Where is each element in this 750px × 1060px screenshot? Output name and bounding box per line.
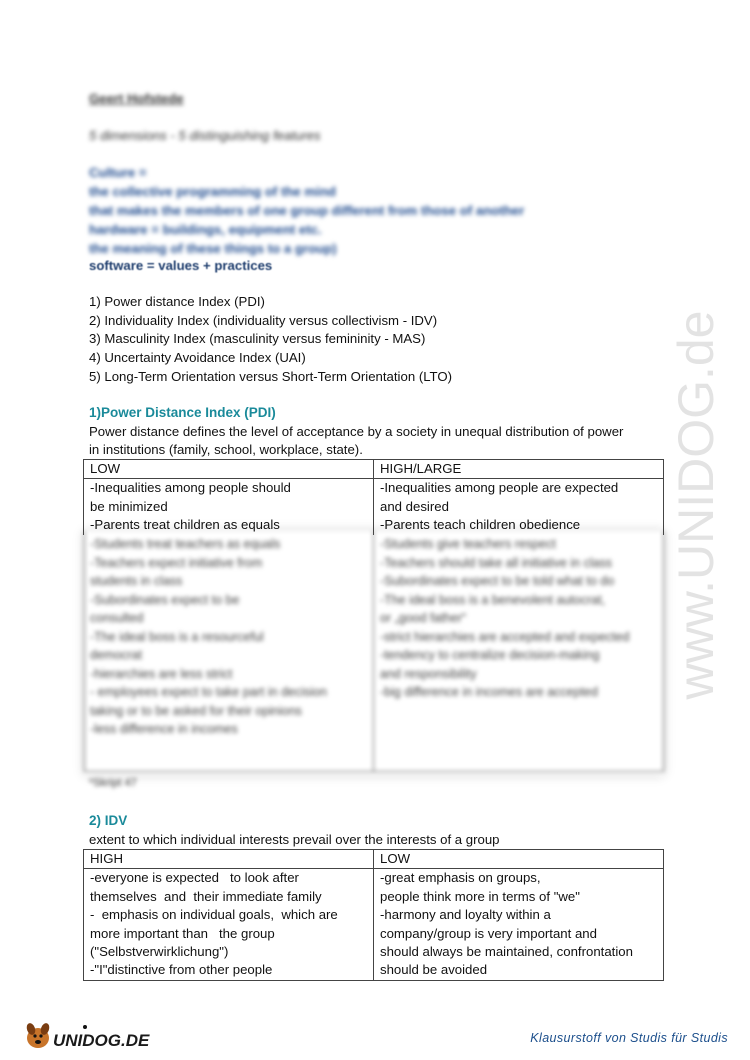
watermark [655, 270, 745, 740]
table-header-cell: HIGH/LARGE [374, 460, 664, 479]
cell-line: -less difference in incomes [90, 722, 238, 736]
culture-line: Culture = [89, 165, 147, 180]
cell-line: -everyone is expected to look after [90, 870, 299, 886]
cell-line: company/group is very important and [380, 925, 597, 941]
culture-line: that makes the members of one group different from those of another [89, 203, 525, 218]
table-row [84, 869, 664, 980]
cell-line: -Teachers expect initiative from [90, 555, 263, 570]
cell-line: -Parents treat children as equals [90, 517, 280, 533]
cell-line: ("Selbstverwirklichung") [90, 944, 229, 960]
culture-line: hardware = buildings, equipment etc. [89, 222, 322, 237]
dimension-item: 3) Masculinity Index (masculinity versus femininity - MAS) [89, 331, 426, 346]
cell-line: -"I"distinctive from other people [90, 962, 273, 978]
dog-icon [22, 1016, 157, 1052]
dimension-item: 2) Individuality Index (individuality versus collectivism - IDV) [89, 313, 438, 328]
cell-line: -Students give teachers respect [380, 537, 556, 551]
footer-tagline: Klausurstoff von Studis für Studis [530, 1031, 728, 1045]
culture-line: the collective programming of the mind [89, 184, 336, 199]
cell-line: -Inequalities among people should [90, 480, 291, 496]
dimension-item: 5) Long-Term Orientation versus Short-Term Orientation (LTO) [89, 369, 453, 384]
idv-heading: 2) IDV [89, 813, 128, 828]
table-header-cell: LOW [374, 850, 664, 869]
cell-line: -harmony and loyalty within a [380, 907, 551, 923]
cell-line: - emphasis on individual goals, which are [90, 907, 338, 923]
pdi-description: in institutions (family, school, workplace, state). [89, 442, 363, 457]
dimension-item: 4) Uncertainty Avoidance Index (UAI) [89, 350, 306, 365]
idv-table [83, 849, 664, 981]
unidog-logo[interactable] [22, 1016, 157, 1052]
table-cell [84, 869, 374, 980]
pdi-table [83, 459, 664, 535]
table-header-cell: HIGH [84, 850, 374, 869]
cell-line: - employees expect to take part in decision [90, 685, 327, 699]
table-cell [84, 479, 374, 535]
cell-line: democrat [90, 648, 143, 662]
cell-line: consulted [90, 611, 144, 625]
table-row [84, 479, 664, 535]
cell-line: -The ideal boss is a resourceful [90, 629, 264, 644]
cell-line: -big difference in incomes are accepted [380, 685, 598, 699]
cell-line: -Students treat teachers as equals [90, 537, 281, 551]
blurred-table-region [84, 531, 664, 775]
culture-line: the meaning of these things to a group) [89, 241, 337, 256]
cell-line: -The ideal boss is a benevolent autocrat, [380, 592, 606, 607]
cell-line: -hierarchies are less strict [90, 666, 233, 681]
table-header-cell: LOW [84, 460, 374, 479]
cell-line: -great emphasis on groups, [380, 870, 541, 886]
dimension-item: 1) Power distance Index (PDI) [89, 294, 265, 309]
cell-line: be minimized [90, 498, 168, 514]
cell-line: themselves and their immediate family [90, 888, 322, 904]
cell-line: -Inequalities among people are expected [380, 480, 619, 496]
cell-line: should be avoided [380, 962, 488, 978]
culture-line: software = values + practices [89, 258, 273, 273]
cell-line: more important than the group [90, 925, 275, 941]
source-note: *Skript 47 [89, 777, 137, 789]
cell-line: -strict hierarchies are accepted and expected [380, 629, 630, 644]
cell-line: or „good father“ [380, 611, 467, 625]
table-header-row [84, 460, 664, 479]
cell-line: taking or to be asked for their opinions [90, 703, 302, 718]
cell-line: people think more in terms of "we" [380, 888, 580, 904]
logo-text: UNIDOG.DE [53, 1031, 150, 1050]
table-cell [374, 869, 664, 980]
cell-line: and responsibility [380, 666, 477, 681]
cell-line: -Teachers should take all initiative in class [380, 555, 613, 570]
pdi-description: Power distance defines the level of acceptance by a society in unequal distribution of power [89, 424, 624, 439]
cell-line: -Subordinates expect to be [90, 592, 240, 607]
blurred-low-column [90, 535, 327, 739]
pdi-heading: 1)Power Distance Index (PDI) [89, 405, 276, 420]
idv-description: extent to which individual interests prevail over the interests of a group [89, 832, 500, 847]
cell-line: students in class [90, 574, 183, 588]
cell-line: -Subordinates expect to be told what to do [380, 574, 615, 588]
cell-line: -Parents teach children obedience [380, 517, 581, 533]
subtitle: 5 dimensions - 5 distinguishing features [89, 128, 321, 143]
cell-line: -tendency to centralize decision-making [380, 648, 600, 662]
cell-line: and desired [380, 498, 449, 514]
author-heading: Geert Hofstede [89, 91, 184, 106]
watermark-text: www.UNIDOG.de [668, 310, 725, 700]
blurred-high-column [380, 535, 629, 702]
table-header-row [84, 850, 664, 869]
table-cell [374, 479, 664, 535]
cell-line: should always be maintained, confrontation [380, 944, 633, 960]
